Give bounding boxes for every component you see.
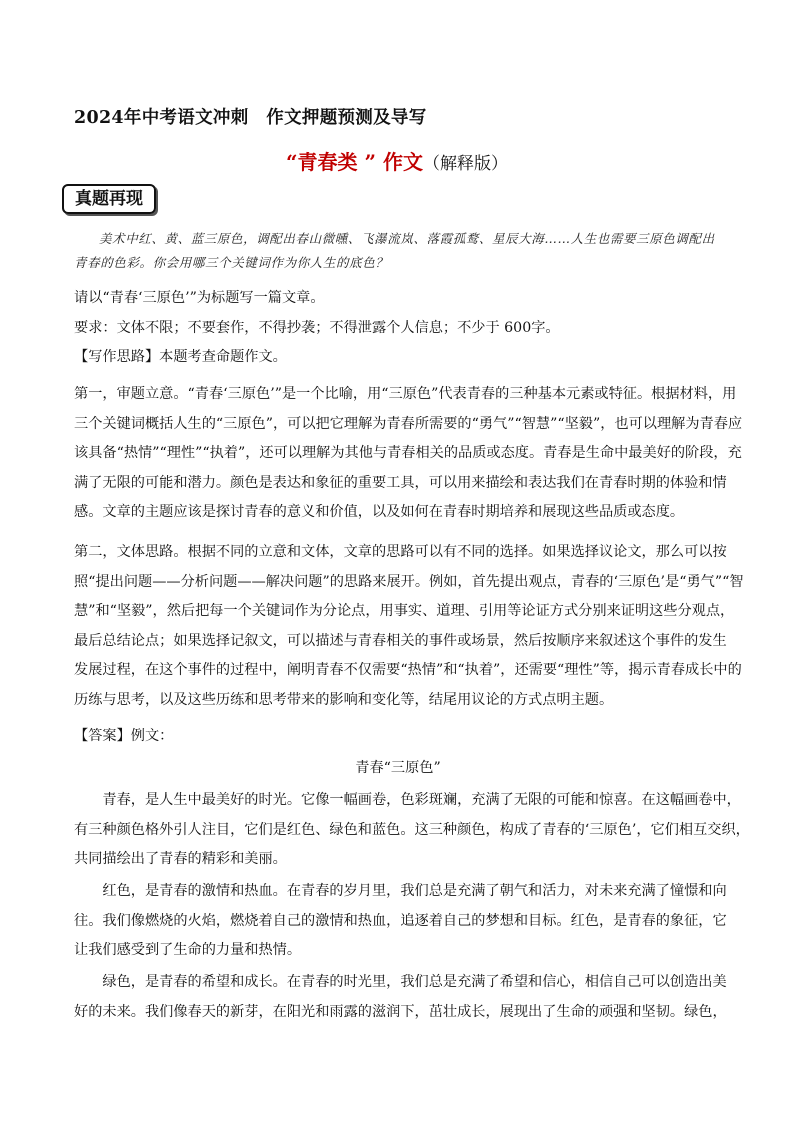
essay-paragraph-1 — [74, 786, 750, 875]
analysis-p2-line: 第二，文体思路。根据不同的立意和文体，文章的思路可以有不同的选择。如果选择议论文，那么可以按 — [74, 544, 727, 560]
analysis-heading: 【写作思路】本题考查命题作文。 — [74, 349, 287, 365]
essay-p2-line: 红色，是青春的激情和热血。在青春的岁月里，我们总是充满了朝气和活力，对未来充满了憧憬和向 — [102, 883, 727, 899]
essay-p3-line: 绿色，是青春的希望和成长。在青春的时光里，我们总是充满了希望和信心，相信自己可以创造出美 — [102, 974, 727, 990]
analysis-p1-line: 满了无限的可能和潜力。颜色是表达和象征的重要工具，可以用来描绘和表达我们在青春时期的体验和情 — [74, 474, 727, 491]
analysis-p2-line: 发展过程，在这个事件的过程中，阐明青春不仅需要“热情”和“执着”，还需要“理性”等，揭示青春成长中的 — [74, 662, 742, 678]
analysis-p2-line: 慧”和“坚毅”，然后把每一个关键词作为分论点，用事实、道理、引用等论证方式分别来证明这些分观点， — [74, 603, 735, 619]
essay-p1-line: 青春，是人生中最美好的时光。它像一幅画卷，色彩斑斓，充满了无限的可能和惊喜。在这幅画卷中， — [102, 792, 741, 808]
essay-p2-line: 让我们感受到了生命的力量和热情。 — [74, 942, 302, 958]
analysis-p1-line: 第一，审题立意。“青春‘三原色’”是一个比喻，用“三原色”代表青春的三种基本元素或特征。根据材料，用 — [74, 386, 737, 402]
analysis-p2-line: 照“提出问题——分析问题——解决问题”的思路来展开。例如，首先提出观点，青春的‘三原色’是“勇气”“智 — [74, 573, 744, 590]
task-block — [74, 284, 722, 373]
document-title: 2024年中考语文冲刺 作文押题预测及导写 — [74, 108, 427, 128]
analysis-p1-line: 该具备“热情”“理性”“执着”，还可以理解为其他与青春相关的品质或态度。青春是生命中最美好的阶段，充 — [74, 445, 742, 461]
section-label-box: 真题再现 — [62, 184, 156, 214]
analysis-p1-line: 三个关键词概括人生的“三原色”，可以把它理解为青春所需要的“勇气”“智慧”“坚毅”，也可以理解为青春应 — [74, 415, 743, 432]
essay-paragraph-3 — [74, 968, 727, 1027]
answer-heading: 【答案】例文： — [74, 728, 174, 744]
subtitle-edition: （解释版） — [422, 154, 508, 174]
prompt-material: 美术中红、黄、蓝三原色，调配出春山微曛、飞瀑流岚、落霞孤鹜、星辰大海……人生也需要三原色调配出青春的色彩。你会用哪三个关键词作为你人生的底色？ — [74, 231, 715, 270]
essay-p1-line: 共同描绘出了青春的精彩和美丽。 — [74, 851, 287, 867]
analysis-paragraph-1 — [74, 380, 743, 528]
essay-p2-line: 往。我们像燃烧的火焰，燃烧着自己的激情和热血，追逐着自己的梦想和目标。红色，是青春的象征，它 — [74, 912, 727, 929]
essay-p3-line: 好的未来。我们像春天的新芽，在阳光和雨露的滋润下，茁壮成长，展现出了生命的顽强和坚韧。绿色， — [74, 1003, 727, 1020]
document-subtitle — [0, 146, 794, 175]
essay-title: 青春“三原色” — [355, 759, 441, 776]
analysis-p2-line: 最后总结论点；如果选择记叙文，可以描述与青春相关的事件或场景，然后按顺序来叙述这个事件的发生 — [74, 632, 727, 649]
essay-p1-line: 有三种颜色格外引人注目，它们是红色、绿色和蓝色。这三种颜色，构成了青春的‘三原色’，它们相互交织， — [74, 821, 750, 838]
task-instruction: 请以“青春‘三原色’”为标题写一篇文章。 — [74, 290, 325, 306]
analysis-paragraph-2 — [74, 538, 744, 715]
answer-block — [74, 722, 722, 783]
subtitle-topic: “青春类 ” 作文 — [286, 150, 423, 174]
task-requirements: 要求：文体不限；不要套作，不得抄袭；不得泄露个人信息；不少于 600字。 — [74, 319, 560, 336]
analysis-p2-line: 历练与思考，以及这些历练和思考带来的影响和变化等，结尾用议论的方式点明主题。 — [74, 691, 614, 708]
analysis-p1-line: 感。文章的主题应该是探讨青春的意义和价值，以及如何在青春时期培养和展现这些品质或态度。 — [74, 504, 685, 520]
essay-paragraph-2 — [74, 877, 727, 966]
